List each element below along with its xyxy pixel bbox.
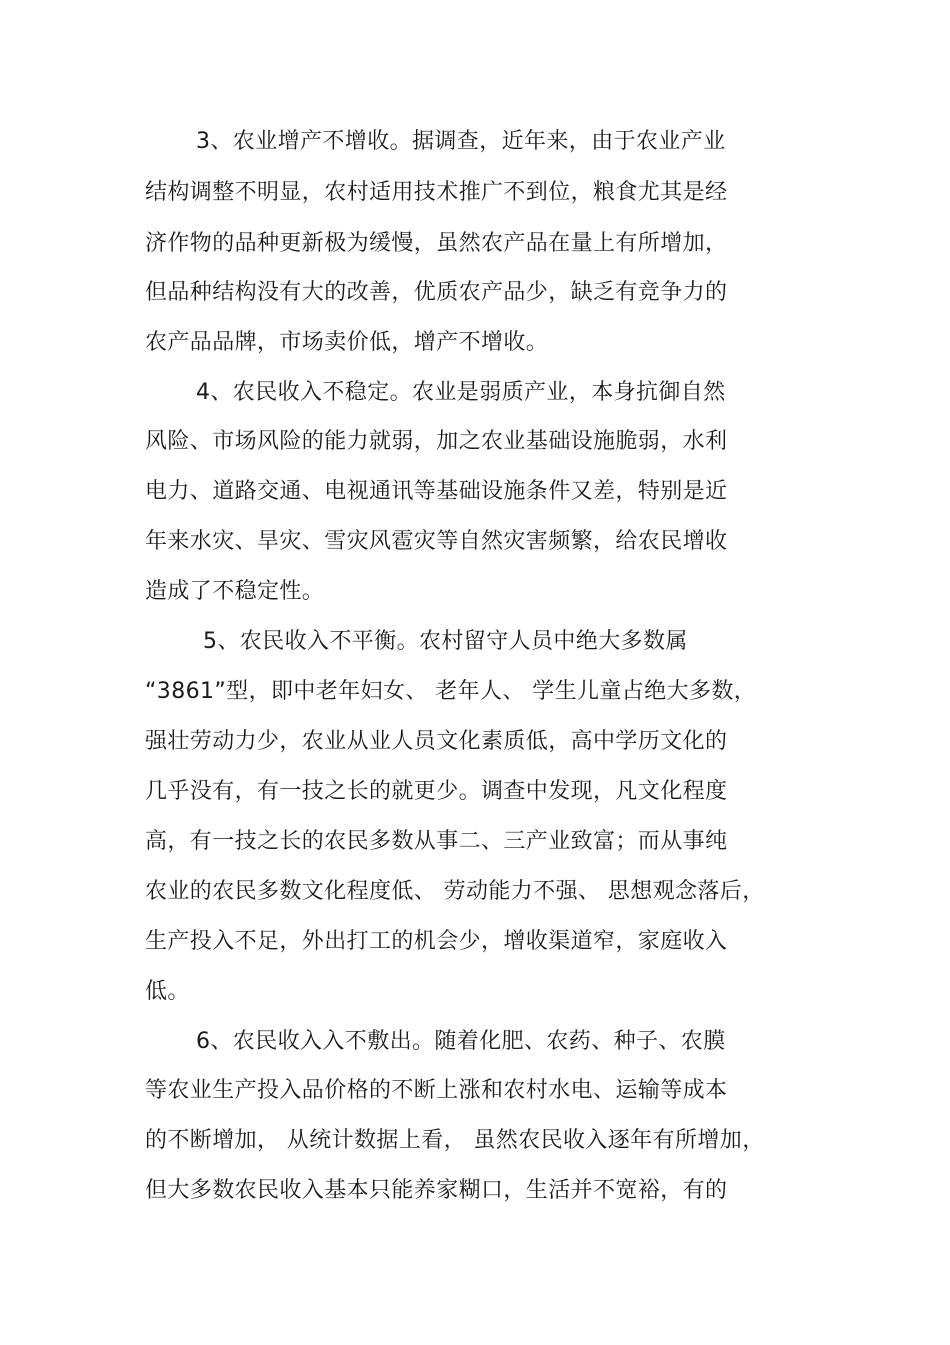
text-line: 3、农业增产不增收。据调查，近年来，由于农业产业 [196, 129, 726, 154]
text-line: 农产品品牌，市场卖价低，增产不增收。 [145, 330, 549, 355]
text-line: 等农业生产投入品价格的不断上涨和农村水电、运输等成本 [145, 1078, 728, 1103]
text-line: 几乎没有，有一技之长的就更少。调查中发现，凡文化程度 [145, 779, 728, 804]
text-line: 6、农民收入入不敷出。随着化肥、农药、种子、农膜 [196, 1029, 726, 1054]
text-line: 农业的农民多数文化程度低、 劳动能力不强、 思想观念落后， [145, 879, 765, 904]
text-line: 年来水灾、旱灾、雪灾风雹灾等自然灾害频繁，给农民增收 [145, 529, 728, 554]
text-line: 风险、市场风险的能力就弱，加之农业基础设施脆弱，水利 [145, 429, 728, 454]
text-line: 强壮劳动力少，农业从业人员文化素质低，高中学历文化的 [145, 729, 728, 754]
text-line: 低。 [145, 979, 190, 1004]
text-line: 济作物的品种更新极为缓慢，虽然农产品在量上有所增加， [145, 231, 728, 256]
text-line: 4、农民收入不稳定。农业是弱质产业，本身抗御自然 [196, 380, 726, 405]
text-line: “3861”型，即中老年妇女、 老年人、 学生儿童占绝大多数， [145, 679, 757, 704]
text-line: 结构调整不明显，农村适用技术推广不到位，粮食尤其是经 [145, 180, 728, 205]
text-line: 高，有一技之长的农民多数从事二、三产业致富；而从事纯 [145, 829, 728, 854]
text-line: 但品种结构没有大的改善，优质农产品少，缺乏有竞争力的 [145, 280, 728, 305]
text-line: 造成了不稳定性。 [145, 579, 325, 604]
text-line: 5、农民收入不平衡。农村留守人员中绝大多数属 [203, 629, 688, 654]
text-line: 的不断增加， 从统计数据上看， 虽然农民收入逐年有所增加， [145, 1128, 765, 1153]
text-line: 生产投入不足，外出打工的机会少，增收渠道窄，家庭收入 [145, 929, 728, 954]
text-line: 电力、道路交通、电视通讯等基础设施条件又差，特别是近 [145, 479, 728, 504]
text-line: 但大多数农民收入基本只能养家糊口，生活并不宽裕，有的 [145, 1178, 728, 1203]
